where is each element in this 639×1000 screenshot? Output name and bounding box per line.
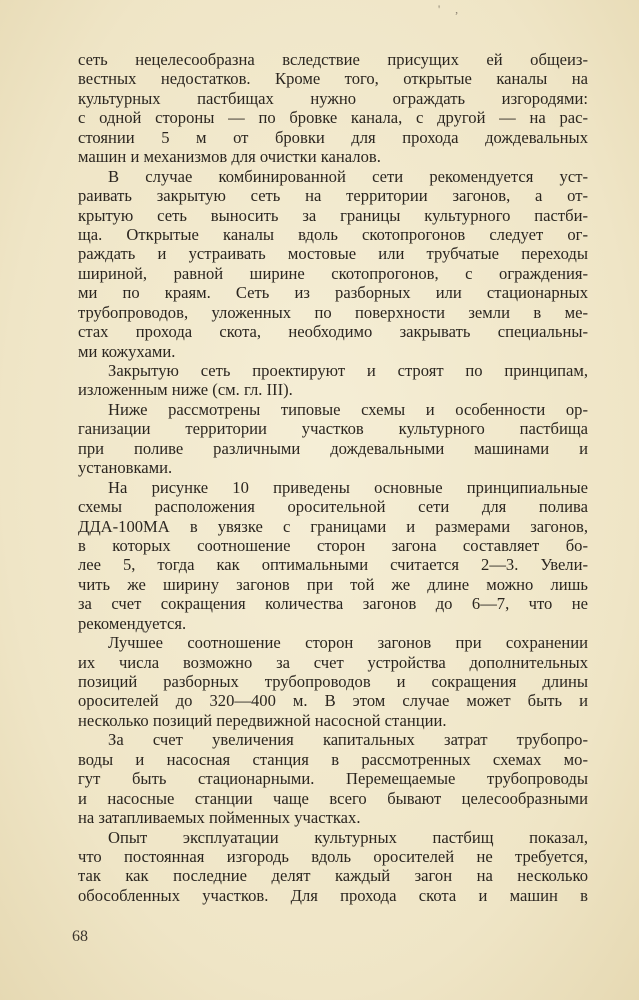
- text-line: ми по краям. Сеть из разборных или стационарных: [78, 283, 588, 303]
- text-line: что постоянная изгородь вдоль оросителей не требуется,: [78, 846, 588, 866]
- text-line: В случае комбинированной сети рекомендуется уст-: [108, 166, 588, 186]
- text-line: обособленных участков. Для прохода скота и машин в: [78, 885, 588, 905]
- text-line: ганизации территории участков культурного пастбища: [78, 419, 588, 439]
- top-mark: ' ,: [438, 2, 465, 16]
- text-line: На рисунке 10 приведены основные принципиальные: [108, 477, 588, 497]
- text-line: Ниже рассмотрены типовые схемы и особенности ор-: [108, 399, 588, 419]
- text-line: сеть нецелесообразна вследствие присущих ей общеиз-: [78, 50, 588, 69]
- text-line: стоянии 5 м от бровки для прохода дождевальных: [78, 127, 588, 147]
- text-line: Опыт эксплуатации культурных пастбищ показал,: [108, 827, 588, 847]
- text-line: шириной, равной ширине скотопрогонов, с ограждения-: [78, 263, 588, 283]
- text-line: гут быть стационарными. Перемещаемые трубопроводы: [78, 769, 588, 789]
- text-line: схемы расположения оросительной сети для полива: [78, 497, 588, 517]
- text-line: ми кожухами.: [78, 341, 176, 361]
- text-line: и насосные станции чаще всего бывают целесообразными: [78, 788, 588, 808]
- text-line: За счет увеличения капитальных затрат трубопро-: [108, 730, 588, 750]
- text-line: за счет сокращения количества загонов до 6—7, что не: [78, 594, 588, 614]
- text-line: лее 5, тогда как оптимальными считается 2—3. Увели-: [78, 555, 588, 575]
- text-line: стах прохода скота, необходимо закрывать специальны-: [78, 322, 588, 342]
- text-line: их числа возможно за счет устройства дополнительных: [78, 652, 588, 672]
- text-line: на затапливаемых пойменных участках.: [78, 808, 361, 828]
- page-number: 68: [72, 928, 88, 945]
- text-line: Лучшее соотношение сторон загонов при сохранении: [108, 633, 588, 653]
- text-line: с одной стороны — по бровке канала, с другой — на рас-: [78, 108, 588, 128]
- text-line: культурных пастбищах нужно ограждать изгородями:: [78, 88, 588, 108]
- text-line: вестных недостатков. Кроме того, открытые каналы на: [78, 69, 588, 89]
- text-line: чить же ширину загонов при той же длине можно лишь: [78, 574, 588, 594]
- text-line: при поливе различными дождевальными машинами и: [78, 438, 588, 458]
- text-line: воды и насосная станция в рассмотренных схемах мо-: [78, 749, 588, 769]
- text-line: в которых соотношение сторон загона составляет бо-: [78, 535, 588, 555]
- text-line: раждать и устраивать мостовые или трубчатые переходы: [78, 244, 588, 264]
- text-line: трубопроводов, уложенных по поверхности земли в ме-: [78, 302, 588, 322]
- text-line: рекомендуется.: [78, 613, 187, 633]
- text-line: оросителей до 320—400 м. В этом случае может быть и: [78, 691, 588, 711]
- text-line: так как последние делят каждый загон на несколько: [78, 866, 588, 886]
- text-line: раивать закрытую сеть на территории загонов, а от-: [78, 186, 588, 206]
- text-line: установками.: [78, 458, 173, 478]
- text-line: крытую сеть выносить за границы культурного пастби-: [78, 205, 588, 225]
- text-line: позиций разборных трубопроводов и сокращения длины: [78, 672, 588, 691]
- text-line: несколько позиций передвижной насосной станции.: [78, 710, 447, 730]
- text-line: ДДА-100МА в увязке с границами и размерами загонов,: [78, 516, 588, 536]
- text-line: Закрытую сеть проектируют и строят по принципам,: [108, 361, 588, 380]
- text-line: машин и механизмов для очистки каналов.: [78, 147, 381, 167]
- body-text: [78, 50, 588, 905]
- text-line: изложенным ниже (см. гл. III).: [78, 380, 293, 400]
- text-line: ща. Открытые каналы вдоль скотопрогонов следует ог-: [78, 224, 588, 244]
